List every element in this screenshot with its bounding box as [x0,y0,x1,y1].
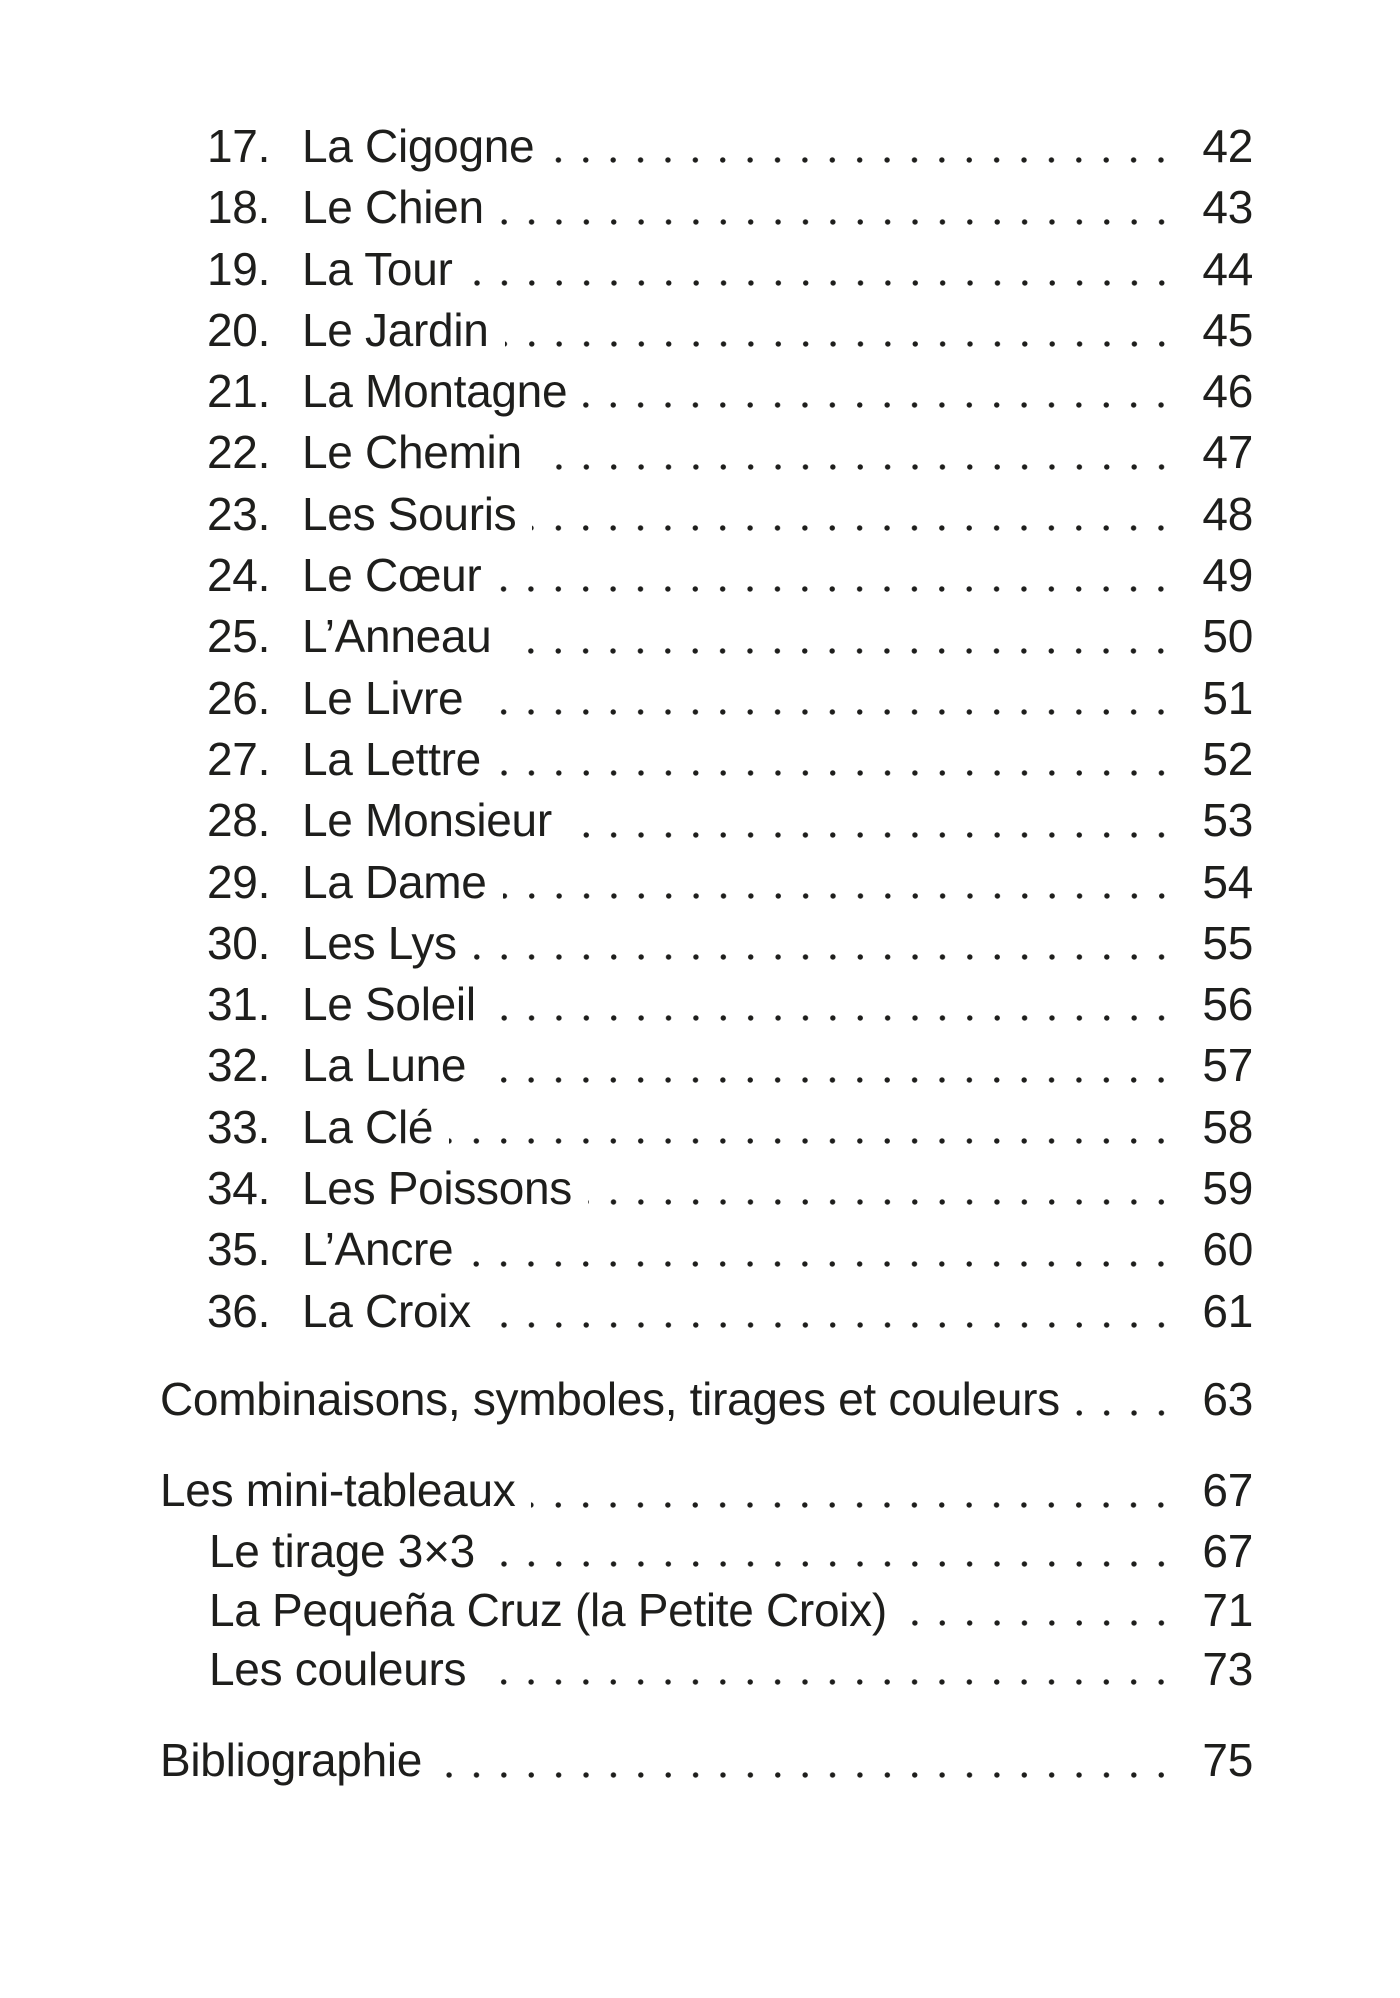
dot-leader [1076,1410,1175,1416]
toc-entry [160,361,1253,422]
entry-title: Le Soleil [302,978,476,1031]
entry-title: L’Anneau [302,610,492,663]
toc-entry [160,422,1253,483]
entry-page: 46 [1202,365,1253,418]
dot-leader [507,648,1175,654]
toc-entry [160,1035,1253,1096]
entry-page: 59 [1202,1162,1253,1215]
toc-entry [160,852,1253,913]
toc-sub-entry [160,1581,1253,1640]
entry-number: 20. [207,303,271,356]
dot-leader [505,341,1175,347]
toc-entry [160,668,1253,729]
entry-title: La Tour [302,242,453,295]
toc-entry [160,177,1253,238]
dot-leader [479,709,1175,715]
entry-page: 43 [1202,181,1253,234]
entry-number: 21. [207,365,271,418]
dot-leader [903,1620,1175,1626]
entry-title: La Dame [302,855,487,908]
toc-entry [160,300,1253,361]
entry-page: 56 [1202,978,1253,1031]
dot-leader [469,1261,1175,1267]
toc-entry [160,545,1253,606]
dot-leader [469,280,1176,286]
dot-leader [588,1199,1175,1205]
dot-leader [497,770,1175,776]
entry-number: 35. [207,1223,271,1276]
toc-entry [160,484,1253,545]
entry-title: Les couleurs [209,1643,467,1696]
entry-page: 55 [1202,916,1253,969]
entry-page: 44 [1202,242,1253,295]
entry-number: 30. [207,916,271,969]
entry-number: 36. [207,1284,271,1337]
dot-leader [532,525,1175,531]
entry-page: 61 [1202,1284,1253,1337]
entry-title: Les Lys [302,916,457,969]
entry-page: 54 [1202,855,1253,908]
entry-number: 25. [207,610,271,663]
entry-number: 24. [207,549,271,602]
entry-number: 32. [207,1039,271,1092]
entry-title: La Lettre [302,732,481,785]
entry-number: 22. [207,426,271,479]
entry-page: 63 [1202,1372,1253,1425]
entry-page: 57 [1202,1039,1253,1092]
entry-number: 18. [207,181,271,234]
entry-title: Le Chien [302,181,484,234]
entry-title: Le Livre [302,671,464,724]
entry-page: 60 [1202,1223,1253,1276]
entry-page: 73 [1202,1643,1253,1696]
toc-entry-combinaisons [160,1369,1253,1430]
entry-page: 50 [1202,610,1253,663]
entry-number: 28. [207,794,271,847]
entry-page: 42 [1202,120,1253,172]
entry-page: 75 [1202,1734,1253,1787]
dot-leader [473,954,1175,960]
entry-number: 23. [207,487,271,540]
entry-title: Le Jardin [302,303,489,356]
toc-entry-bibliographie [160,1730,1253,1791]
toc-sub-list [160,1522,1253,1700]
toc-entry [160,913,1253,974]
dot-leader [438,1772,1175,1778]
dot-leader [538,464,1175,470]
entry-page: 58 [1202,1100,1253,1153]
dot-leader [550,157,1175,163]
entry-number: 29. [207,855,271,908]
toc-entry [160,239,1253,300]
entry-page: 52 [1202,732,1253,785]
toc-entry [160,1219,1253,1280]
entry-number: 31. [207,978,271,1031]
toc-entry [160,974,1253,1035]
entry-title: Le Chemin [302,426,522,479]
dot-leader [491,1561,1175,1567]
dot-leader [568,832,1175,838]
toc-entry-mini-tableaux [160,1460,1253,1521]
dot-leader [497,586,1175,592]
toc-entry [160,1281,1253,1342]
dot-leader [482,1679,1175,1685]
entry-number: 17. [207,120,271,172]
entry-title: Bibliographie [160,1734,423,1787]
entry-title: La Montagne [302,365,568,418]
dot-leader [492,1015,1175,1021]
entry-title: Les Souris [302,487,517,540]
entry-title: La Cigogne [302,120,535,172]
entry-number: 19. [207,242,271,295]
entry-title: Combinaisons, symboles, tirages et couleurs [160,1372,1060,1425]
entry-number: 27. [207,732,271,785]
entry-page: 71 [1202,1583,1253,1636]
entry-title: La Croix [302,1284,471,1337]
dot-leader [482,1077,1175,1083]
entry-page: 45 [1202,303,1253,356]
dot-leader [500,219,1175,225]
dot-leader [583,402,1175,408]
entry-title: La Clé [302,1100,434,1153]
entry-page: 67 [1202,1464,1253,1517]
entry-page: 47 [1202,426,1253,479]
dot-leader [487,1322,1175,1328]
entry-number: 34. [207,1162,271,1215]
entry-number: 26. [207,671,271,724]
toc-entry [160,1158,1253,1219]
toc-entry [160,729,1253,790]
entry-page: 48 [1202,487,1253,540]
toc-entry [160,790,1253,851]
entry-title: Le tirage 3×3 [209,1524,475,1577]
toc-numbered-list [160,116,1253,1342]
toc-entry [160,606,1253,667]
entry-title: La Lune [302,1039,467,1092]
dot-leader [449,1138,1175,1144]
toc-mini-tableaux-block [160,1460,1253,1699]
entry-title: Les mini-tableaux [160,1464,516,1517]
entry-page: 51 [1202,671,1253,724]
toc-entry [160,116,1253,177]
entry-page: 53 [1202,794,1253,847]
entry-title: L’Ancre [302,1223,454,1276]
entry-page: 49 [1202,549,1253,602]
entry-title: Le Monsieur [302,794,552,847]
toc-sub-entry [160,1522,1253,1581]
entry-title: Les Poissons [302,1162,572,1215]
entry-number: 33. [207,1100,271,1153]
toc-entry [160,1097,1253,1158]
entry-title: La Pequeña Cruz (la Petite Croix) [209,1583,887,1636]
entry-page: 67 [1202,1524,1253,1577]
toc-sub-entry [160,1640,1253,1699]
dot-leader [531,1502,1175,1508]
entry-title: Le Cœur [302,549,482,602]
dot-leader [503,893,1175,899]
